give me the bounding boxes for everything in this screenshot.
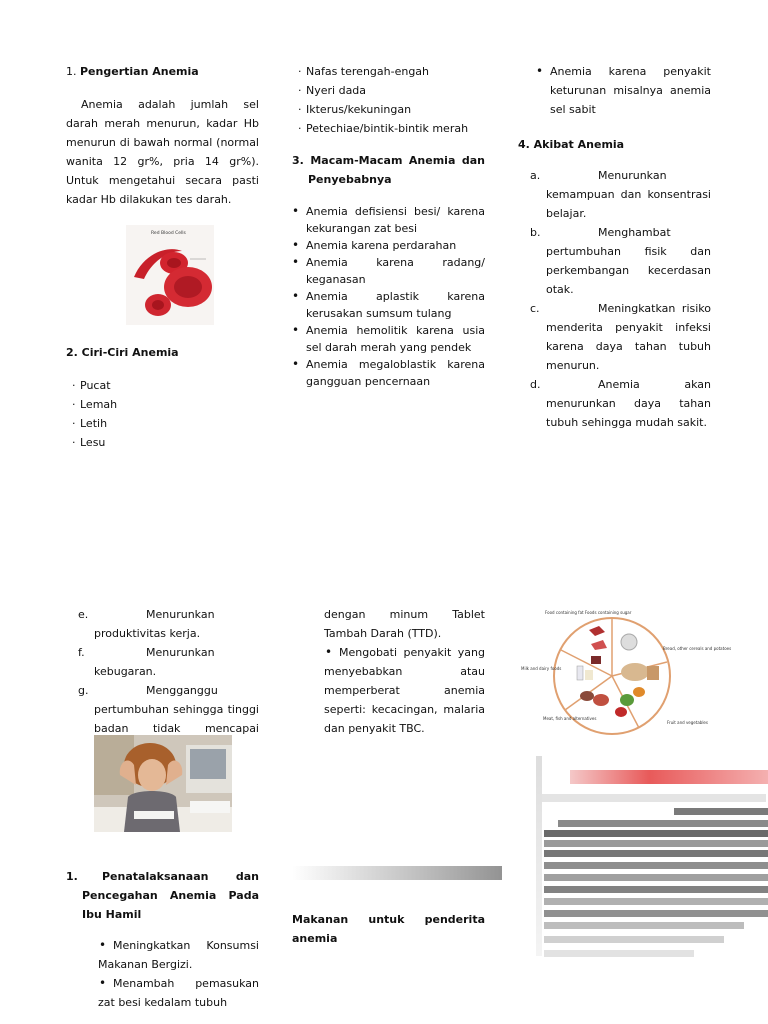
food-label-fruit: Fruit and vegetables [667,720,708,725]
section-pengertian [66,62,259,209]
food-label-bread: Bread, other cereals and potatoes [663,646,732,651]
anemia-types-list [274,203,485,390]
effect-text: Menurunkan kebugaran. [94,646,215,678]
symptoms-cont-list [292,62,485,138]
anemia-type-item: • Anemia karena penyakit keturunan misalnya anemia sel sabit [518,62,711,119]
section-pencegahan-cont [292,605,485,738]
anemia-type-item: • Anemia karena perdarahan [274,237,485,254]
symptom-item: · Petechiae/bintik-bintik merah [306,119,485,138]
divider-shadow [292,866,502,880]
definition-paragraph: Anemia adalah jumlah sel darah merah menurun, kadar Hb menurun di bawah normal (normal wanita 12 gr%, pria 14 gr%). Untuk mengetahui secara pasti kadar Hb dilakukan tes darah. [66,98,259,206]
section-makanan [292,910,485,948]
heading-penatalaksanaan: 1. Penatalaksanaan dan Pencegahan Anemia Pada Ibu Hamil [66,870,259,921]
effect-marker: c. [530,302,540,315]
effect-text: Menurunkan produktivitas kerja. [94,608,215,640]
effect-item [518,299,711,375]
prevention-list [66,936,259,1012]
symptom-item: · Ikterus/kekuningan [306,100,485,119]
section-macam-cont [518,62,711,432]
prevention-cont-list [292,643,485,738]
food-plate-image [517,608,732,738]
symptom-item: · Lesu [80,433,259,452]
stressed-woman-photo [94,735,232,832]
heading-macam: 3. Macam-Macam Anemia dan Penyebabnya [292,154,485,186]
effect-marker: e. [78,608,89,621]
anemia-type-item: • Anemia defisiensi besi/ karena kekurangan zat besi [274,203,485,237]
symptom-item: · Lemah [80,395,259,414]
effect-item [66,605,259,643]
anemia-type-item: • Anemia aplastik karena kerusakan sumsum tulang [274,288,485,322]
ttd-text: dengan minum Tablet Tambah Darah (TTD). [324,608,485,640]
effect-text: Menghambat pertumbuhan fisik dan perkembangan kecerdasan otak. [546,226,711,296]
symptom-item: · Letih [80,414,259,433]
effect-text: Anemia akan menurunkan daya tahan tubuh sehingga mudah sakit. [546,378,711,429]
heading-pengertian: 1. Pengertian Anemia [66,65,199,78]
effect-item [518,166,711,223]
symptom-item: · Pucat [80,376,259,395]
section-ciri [66,343,259,452]
heading-makanan: Makanan untuk penderita anemia [292,913,485,945]
effect-text: Menurunkan kemampuan dan konsentrasi belajar. [546,169,711,220]
food-label-milk: Milk and dairy foods [521,666,562,671]
rbc-caption: Red Blood Cells [151,231,186,236]
effect-item [518,223,711,299]
effect-marker: a. [530,169,541,182]
section-penatalaksanaan [66,867,259,1012]
anemia-types-cont-list [518,62,711,119]
effect-marker: f. [78,646,85,659]
effect-text: Meningkatkan risiko menderita penyakit infeksi karena daya tahan tubuh menurun. [546,302,711,372]
food-label-meat: Meat, fish and alternatives [543,716,597,721]
effect-text: Mengganggu pertumbuhan sehingga tinggi badan tidak mencapai [94,684,259,735]
prevention-item: • Menambah pemasukan zat besi kedalam tubuh [66,974,259,1012]
heading-ciri: 2. Ciri-Ciri Anemia [66,346,179,359]
anemia-type-item: • Anemia megaloblastik karena gangguan pencernaan [274,356,485,390]
section-ciri-cont [292,62,485,390]
effect-marker: b. [530,226,541,239]
effect-marker: d. [530,378,541,391]
anemia-type-item: • Anemia hemolitik karena usia sel darah merah yang pendek [274,322,485,356]
effects-list [518,166,711,432]
heading-akibat: 4. Akibat Anemia [518,138,625,151]
effect-item [66,643,259,681]
effect-marker: g. [78,684,89,697]
food-label-fat: Food containing fat Foods containing sugar [545,610,632,615]
blurred-table-image [534,752,768,972]
symptom-item: · Nafas terengah-engah [306,62,485,81]
symptom-item: · Nyeri dada [306,81,485,100]
prevention-item: • Meningkatkan Konsumsi Makanan Bergizi. [66,936,259,974]
red-blood-cells-image [126,225,214,325]
symptoms-list [66,376,259,452]
prevention-item: • Mengobati penyakit yang menyebabkan atau memperberat anemia seperti: kecacingan, malaria dan penyakit TBC. [292,643,485,738]
effect-item [518,375,711,432]
anemia-type-item: • Anemia karena radang/ keganasan [274,254,485,288]
